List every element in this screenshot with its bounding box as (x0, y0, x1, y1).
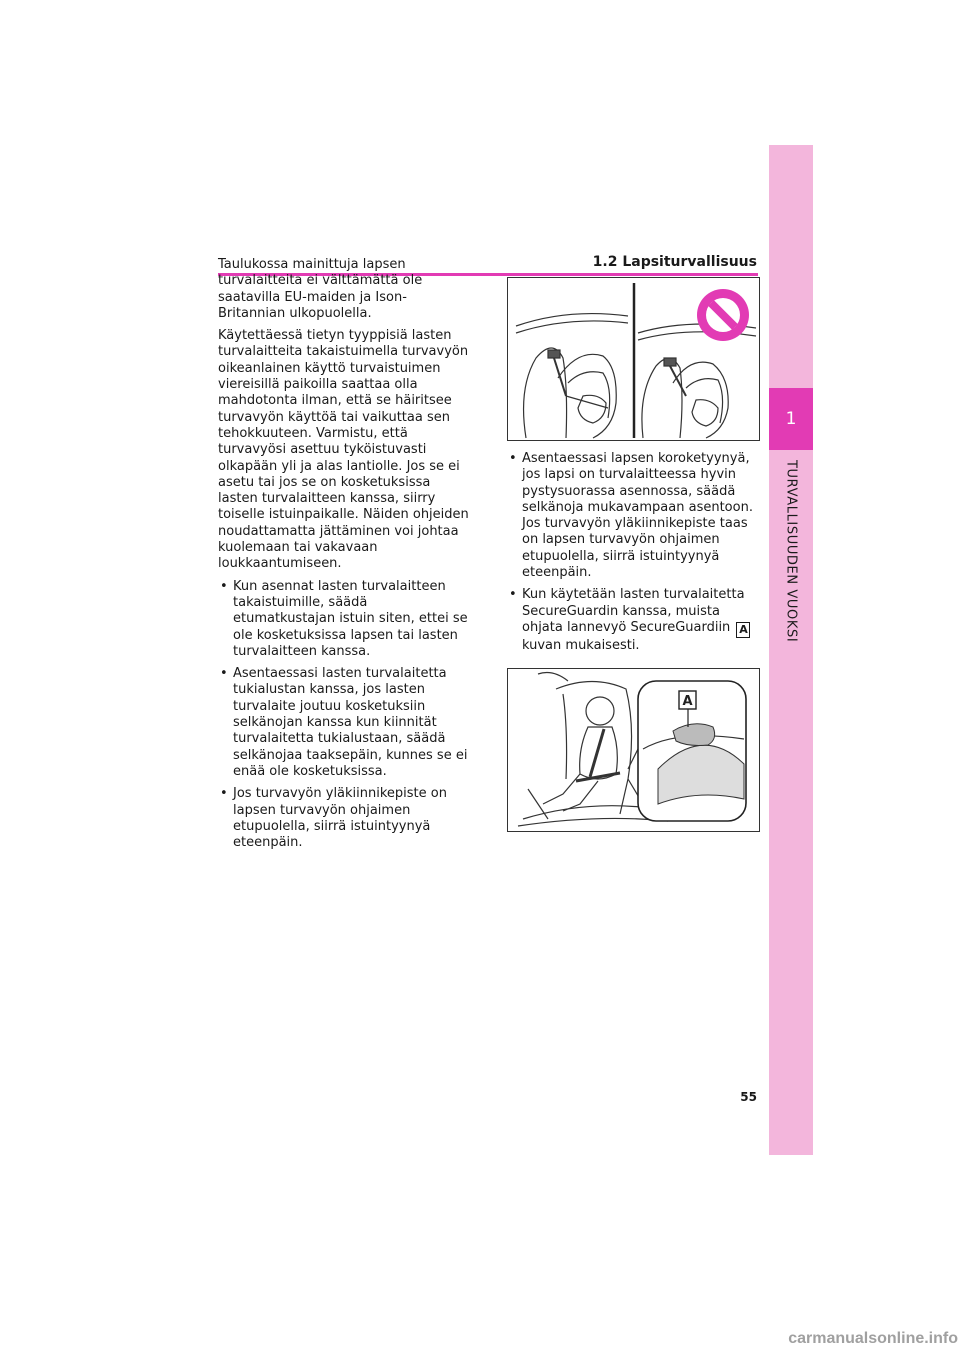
watermark[interactable]: carmanualsonline.info (788, 1330, 958, 1347)
left-column (218, 257, 470, 857)
left-bullet-list (218, 579, 470, 852)
chapter-title: TURVALLISUUDEN VUOKSI (783, 460, 799, 643)
incorrect-seating-scene (638, 324, 756, 438)
intro-paragraph: Taulukossa mainittuja lapsen turvalaitteita ei välttämättä ole saatavilla EU-maiden ja Ison-Britannian ulkopuolella. (218, 257, 423, 321)
list-item: • Asentaessasi lasten turvalaitetta tukialustan kanssa, jos lasten turvalaite joutuu kosketuksiin selkänojan kanssa kun kiinnität turvalaitetta tukialustaan, säädä selkänojaa taaksepäin, kunnes se ei enää ole kosketuksissa. (218, 666, 470, 780)
list-item (507, 587, 759, 654)
secureguard-figure (507, 668, 760, 832)
booster-seat-illustration (508, 278, 759, 440)
section-header: 1.2 Lapsiturvallisuus (592, 254, 757, 270)
callout-label: A (682, 694, 693, 709)
callout-badge: A (736, 622, 750, 638)
list-item: • Kun asennat lasten turvalaitteen takaistuimille, säädä etumatkustajan istuin siten, ettei se ole kosketuksissa lapsen tai lasten turvalaitteen kanssa. (218, 579, 470, 660)
chapter-number-tab[interactable]: 1 (769, 388, 813, 450)
list-item: • Jos turvavyön yläkiinnikepiste on lapsen turvavyön ohjaimen etupuolella, siirrä istuintyynyä eteenpäin. (218, 786, 470, 851)
right-column (507, 451, 759, 660)
warning-paragraph: Käytettäessä tietyn tyyppisiä lasten turvalaitteita takaistuimella turvavyön oikeanlainen käyttö turvaistuimen viereisillä paikoilla saattaa olla mahdotonta ilman, että se häiritsee turvavyön käyttöä tai vaikuttaa sen tehokkuuteen. Varmistu, että turvavyösi asettuu tyköistuvasti olkapään yli ja alas lantiolle. Jos se ei asetu tai jos se on kosketuksissa lasten turvalaitteen kanssa, siirry toiselle istuinpaikalle. Näiden ohjeiden noudattamatta jättäminen voi johtaa kuolemaan tai vakavaan loukkaantumiseen. (218, 328, 469, 572)
prohibited-icon (697, 289, 749, 341)
correct-seating-scene (516, 314, 628, 438)
secureguard-text: Kun käytetään lasten turvalaitetta SecureGuardin kanssa, muista ohjata lannevyö SecureGuardiin (522, 587, 745, 635)
booster-seat-figure (507, 277, 760, 441)
secureguard-illustration (508, 669, 759, 831)
page-number: 55 (740, 1090, 757, 1104)
zoom-detail-panel (638, 681, 746, 821)
list-item: • Asentaessasi lapsen koroketyynyä, jos lapsi on turvalaitteessa hyvin pystysuorassa asennossa, säädä selkänoja mukavampaan asentoon. Jos turvavyön yläkiinnikepiste taas on lapsen turvavyön ohjaimen etupuolella, siirrä istuintyynyä eteenpäin. (507, 451, 759, 581)
secureguard-text-end: kuvan mukaisesti. (522, 637, 640, 653)
right-bullet-list (507, 451, 759, 654)
